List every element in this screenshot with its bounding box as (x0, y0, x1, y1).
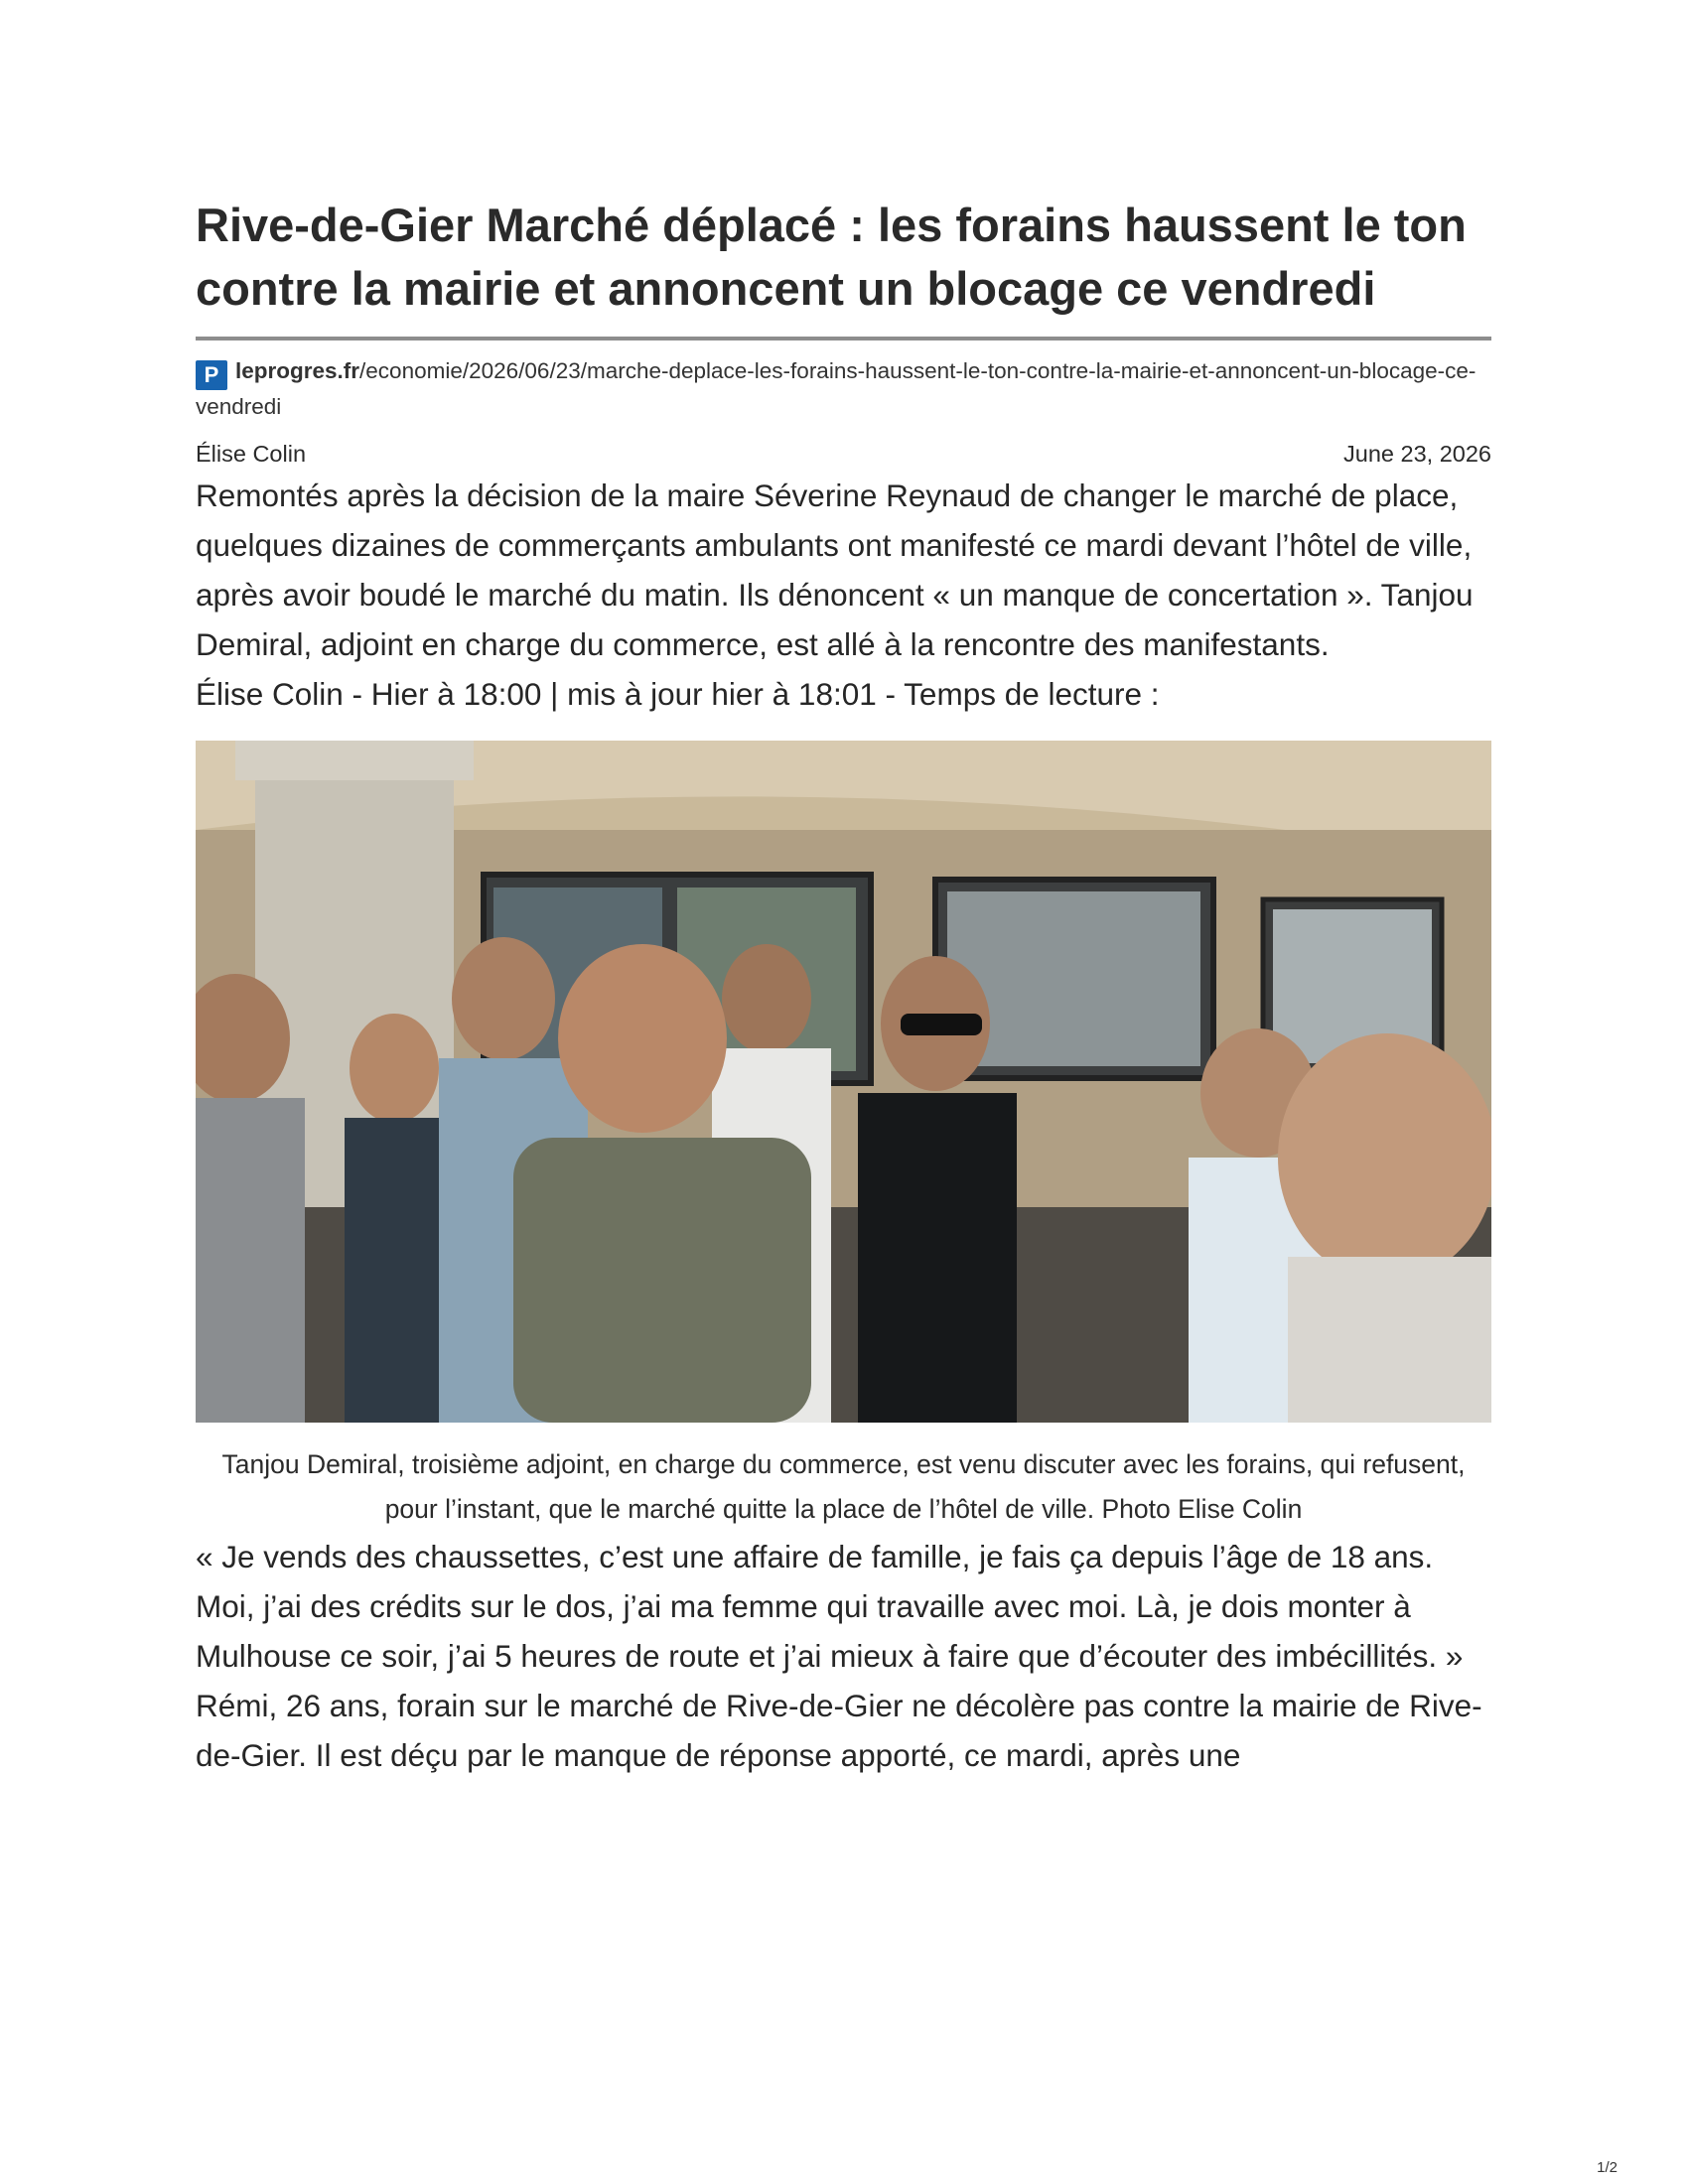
article-paragraph: « Je vends des chaussettes, c’est une affaire de famille, je fais ça depuis l’âge de 18 ans. Moi, j’ai des crédits sur le dos, j’ai ma femme qui travaille avec moi. Là, je dois monter à Mulhouse ce soir, j’ai 5 heures de route et j’ai mieux à faire que d’écouter des imbécillités. » (196, 1539, 1464, 1674)
photo-column-capital (235, 741, 474, 780)
photo-person-body (1288, 1257, 1491, 1423)
photo-person-body (858, 1093, 1017, 1423)
photo-person-head (350, 1014, 439, 1123)
article-photo (196, 741, 1491, 1423)
photo-person-body (196, 1098, 305, 1423)
article-meta (196, 437, 1491, 471)
photo-illustration (196, 741, 1491, 1423)
photo-caption: Tanjou Demiral, troisième adjoint, en charge du commerce, est venu discuter avec les forains, qui refusent, pour l’instant, que le marché quitte la place de l’hôtel de ville. Photo Elise Colin (221, 1449, 1466, 1524)
photo-person-body (345, 1118, 454, 1423)
article (196, 194, 1491, 1780)
page-number: 1/2 (1597, 2159, 1618, 2176)
author-name: Élise Colin (196, 441, 307, 467)
article-paragraph: Rémi, 26 ans, forain sur le marché de Rive-de-Gier ne décolère pas contre la mairie de Rive-de-Gier. Il est déçu par le manque de réponse apporté, ce mardi, après une (196, 1688, 1482, 1773)
source-domain[interactable]: leprogres.fr (235, 358, 360, 383)
photo-person-bald-head (558, 944, 727, 1133)
photo-person-head (722, 944, 811, 1053)
article-lead: Remontés après la décision de la maire Séverine Reynaud de changer le marché de place, quelques dizaines de commerçants ambulants ont manifesté ce mardi devant l’hôtel de ville, après avoir boudé le marché du matin. Ils dénoncent « un manque de concertation ». Tanjou Demiral, adjoint en charge du commerce, est allé à la rencontre des manifestants. (196, 478, 1474, 662)
photo-person-bald-head (1278, 1033, 1491, 1282)
publish-date: June 23, 2026 (1343, 441, 1491, 467)
photo-person-head (452, 937, 555, 1060)
photo-person-jacket (513, 1138, 811, 1423)
leprogres-favicon-icon: P (196, 360, 227, 390)
photo-sunglasses (901, 1014, 982, 1035)
source-link[interactable] (196, 354, 1491, 423)
title-divider (196, 337, 1491, 341)
article-title: Rive-de-Gier Marché déplacé : les forains haussent le ton contre la mairie et annoncent un blocage ce vendredi (196, 199, 1467, 315)
source-path[interactable]: /economie/2026/06/23/marche-deplace-les-forains-haussent-le-ton-contre-la-mairie-et-annoncent-un-blocage-ce-vendredi (196, 358, 1477, 419)
article-byline: Élise Colin - Hier à 18:00 | mis à jour hier à 18:01 - Temps de lecture : (196, 676, 1160, 712)
